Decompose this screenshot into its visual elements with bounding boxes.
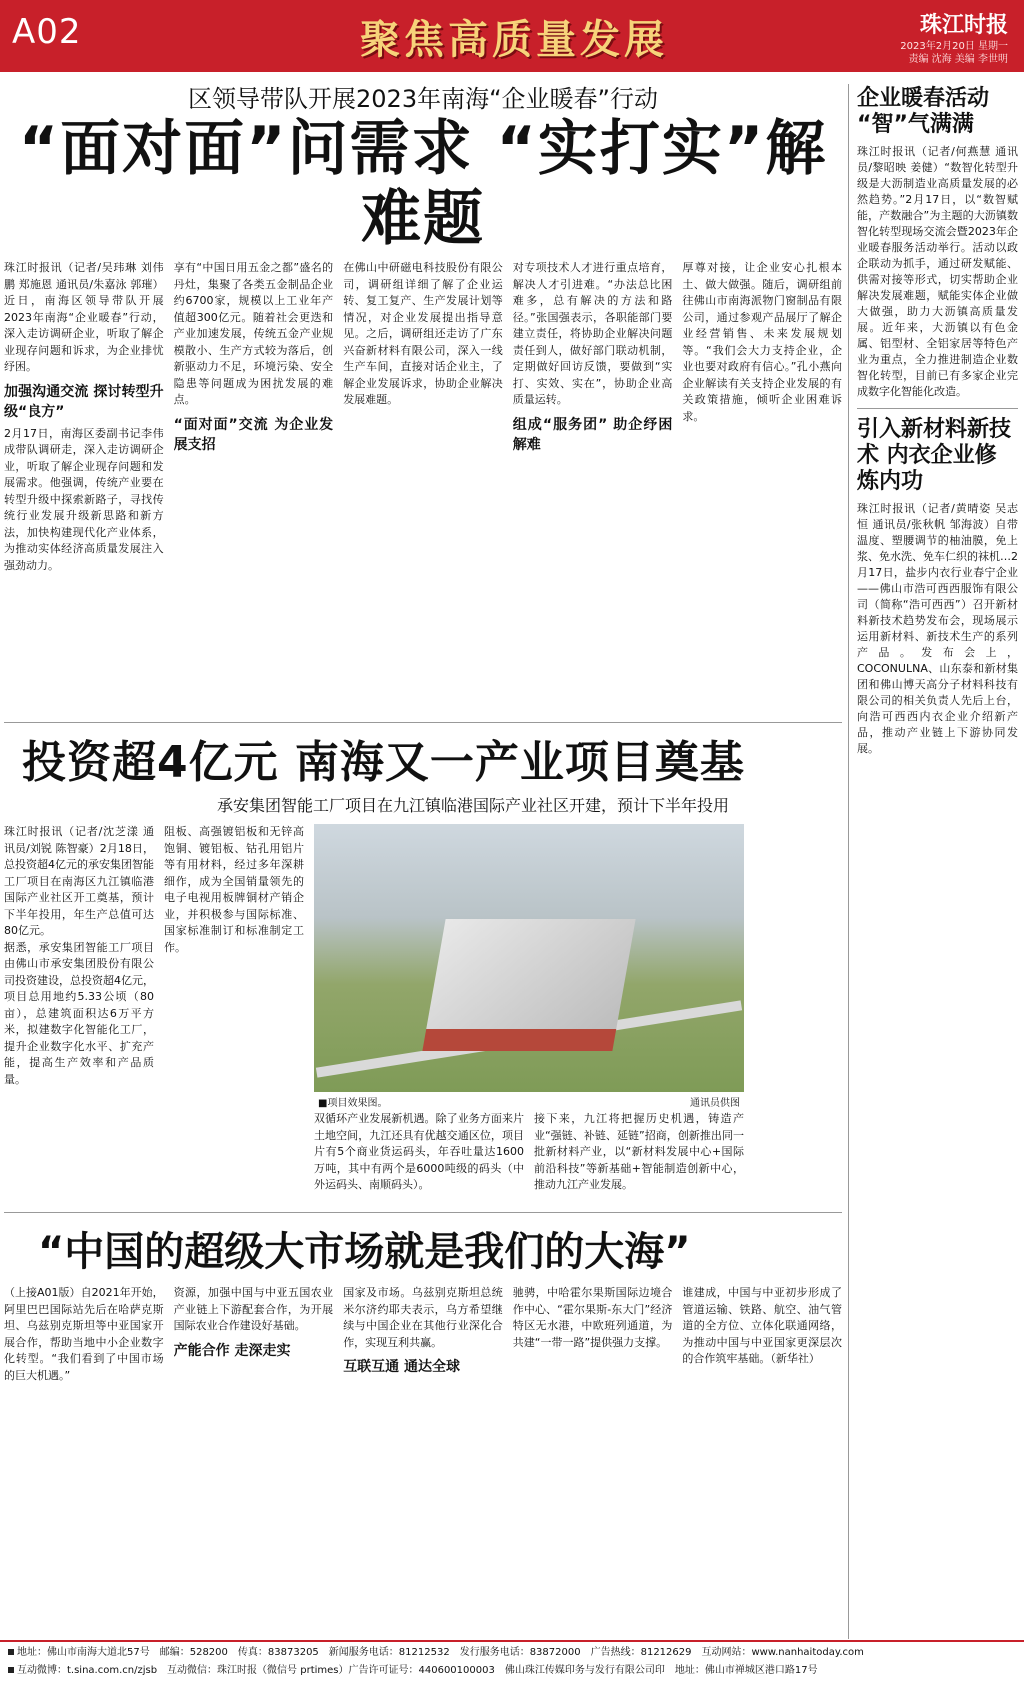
sidebar bbox=[848, 84, 1018, 1639]
article-1-col-2 bbox=[174, 260, 334, 722]
article-3-col-4 bbox=[513, 1285, 673, 1675]
paper-name: 珠江时报 bbox=[919, 13, 1008, 38]
article-3-subhead: 互联互通 通达全球 bbox=[343, 1359, 461, 1375]
project-rendering-image bbox=[314, 824, 744, 1092]
square-bullet-icon bbox=[8, 1667, 14, 1673]
article-1-kicker: 区领导带队开展2023年南海“企业暖春”行动 bbox=[188, 85, 658, 113]
article-2-deck: 承安集团智能工厂项目在九江镇临港国际产业社区开建，预计下半年投用 bbox=[216, 796, 729, 815]
photo-credit: 通讯员供图 bbox=[690, 1098, 740, 1109]
sidebar-1-body: 珠江时报讯（记者/何燕慧 通讯员/黎昭映 姜健）“数智化转型升级是大沥制造业高质量发展的必然趋势。”2月17日，以“数智赋能，产数融合”为主题的大沥镇数智化转型现场交流会暨2023年企业暖春服务活动举行。活动以政企联动为抓手，通过研发赋能、供需对接等形式，切实帮助企业解决发展难题，赋能实体企业做大做强，助力大沥镇高质量发展。近年来，大沥镇以有色金属、铝型材、全铝家居等特色产业为重点，全力推进制造企业数智化转型，目前已有多家企业完成数字化智能化改造。 bbox=[857, 145, 1018, 398]
article-2 bbox=[4, 722, 842, 1212]
photo-caption: ■项目效果图。 bbox=[318, 1098, 388, 1109]
article-1-subhead: 组成“服务团” 助企纾困解难 bbox=[512, 416, 673, 453]
article-2-headline: 投资超4亿元 南海又一产业项目奠基 bbox=[22, 737, 745, 788]
article-3-para: 谁建成，中国与中亚初步形成了管道运输、铁路、航空、油气管道的全方位、立体化联通网络，为推动中国与中亚国家更深层次的合作筑牢基础。（新华社） bbox=[682, 1286, 842, 1365]
footer-line-1 bbox=[8, 1644, 1016, 1662]
sidebar-1-title: 企业暖春活动 “智”气满满 bbox=[857, 86, 990, 137]
date-text: 2023年2月20日 星期一 bbox=[900, 41, 1008, 52]
square-bullet-icon bbox=[8, 1649, 14, 1655]
article-1-col-4 bbox=[513, 260, 673, 722]
article-1-para: 享有“中国日用五金之都”盛名的丹灶，集聚了各类五金制品企业约6700家，规模以上工业年产值超300亿元。随着社会更迭和产业加速发展，传统五金产业规模散小、生产方式较为落后，创新驱动力不足，环境污染、安全隐患等问题成为困扰发展的难点。 bbox=[173, 261, 334, 406]
article-3-columns bbox=[4, 1285, 842, 1675]
article-1-columns bbox=[4, 260, 842, 722]
article-3-subhead: 产能合作 走深走实 bbox=[173, 1342, 291, 1359]
article-3-col-2 bbox=[174, 1285, 334, 1675]
masthead bbox=[0, 0, 1024, 72]
photo-caption-row bbox=[314, 1092, 744, 1111]
main-content bbox=[4, 84, 842, 1675]
page-number: A02 bbox=[12, 12, 82, 52]
article-1-headline: “面对面”问需求 “实打实”解难题 bbox=[18, 114, 828, 254]
footer bbox=[0, 1640, 1024, 1681]
article-1-col-5 bbox=[682, 260, 842, 722]
editors-text: 责编 沈海 美编 李世明 bbox=[908, 54, 1008, 65]
article-1-para: 珠江时报讯（记者/吴玮琳 刘伟鹏 郑施恩 通讯员/朱嘉泳 郭璀）近日，南海区领导带队开展2023年南海“企业暖春”行动，深入走访调研企业，听取了解企业现存问题和诉求，为企业排忧纾困。 bbox=[4, 261, 164, 373]
section-title: 聚焦高质量发展 bbox=[360, 17, 668, 63]
article-3-para: 资源，加强中国与中亚五国农业产业链上下游配套合作，为开展国际农业合作建设好基础。 bbox=[173, 1286, 334, 1332]
factory-building-shape bbox=[422, 919, 635, 1051]
article-3-para: （上接A01版）自2021年开始，阿里巴巴国际站先后在哈萨克斯坦、乌兹别克斯坦等中亚国家开展合作，帮助当地中小企业数字化转型。“我们看到了中国市场的巨大机遇。” bbox=[4, 1286, 164, 1382]
footer-line-2 bbox=[8, 1662, 1016, 1680]
footer-line-2-text: 互动微博：t.sina.com.cn/zjsb 互动微信：珠江时报（微信号 prtimes）广告许可证号：440600100003 佛山珠江传媒印务与发行有限公司印 地址：佛山市禅城区港口路17号 bbox=[17, 1665, 818, 1676]
article-1-para: 厚尊对接，让企业安心扎根本土、做大做强。随后，调研组前往佛山市南海派物门窗制品有限公司，通过参观产品展厅了解企业经营销售、未来发展规划等。“我们会大力支持企业，企业也要对政府有信心。”孔小燕向企业解读有关支持企业发展的有关政策措施，倾听企业困难诉求。 bbox=[682, 261, 842, 423]
article-3-col-5 bbox=[682, 1285, 842, 1675]
article-3-para: 驰骋，中哈霍尔果斯国际边境合作中心、“霍尔果斯-东大门”经济特区无水港，中欧班列通道，为共建“一带一路”提供强力支撑。 bbox=[512, 1286, 673, 1349]
article-2-para: 珠江时报讯（记者/沈芝漾 通讯员/刘锐 陈智豪）2月18日，总投资超4亿元的承安集团智能工厂项目在南海区九江镇临港国际产业社区开工奠基，预计下半年投用，年生产总值可达80亿元。 bbox=[4, 825, 154, 937]
article-2-body bbox=[4, 824, 842, 1212]
article-3 bbox=[4, 1212, 842, 1675]
article-1-para: 2月17日，南海区委副书记李伟成带队调研走，深入走访调研企业，听取了解企业现存问题和发展需求。他强调，传统产业要在转型升级中探索新路子，寻找传统行业发展升级新思路和新方法，加快构建现代化产业体系，为推动实体经济高质量发展注入强劲动力。 bbox=[4, 426, 164, 572]
article-2-para: 双循环产业发展新机遇。除了业务方面来片土地空间，九江还具有优越交通区位，项目片有5个商业货运码头，年吞吐量达1600万吨，其中有两个是6000吨级的码头（中外运码头、南顺码头）。 bbox=[314, 1112, 524, 1191]
article-1-subhead: 加强沟通交流 探讨转型升级“良方” bbox=[4, 383, 164, 420]
article-2-photo-block bbox=[314, 824, 744, 1212]
article-2-col-2 bbox=[164, 824, 304, 1212]
article-2-under-photo bbox=[314, 1111, 744, 1194]
sidebar-2-body: 珠江时报讯（记者/黄晴姿 吴志恒 通讯员/张秋帆 邹海波）自带温度、塑腰调节的柚油膜，免上浆、免水洗、免车仁织的袜机…2月17日，盐步内衣行业春宁企业——佛山市浩可西西服饰有限公司（简称“浩可西西”）召开新材料新技术趋势发布会，现场展示运用新材料、新技术生产的系列产品。发布会上，COCONULNA、山东泰和新材集团和佛山博天高分子材料科技有限公司的相关负责人先后上台，向浩可西西内衣企业介绍新产品，推动产业链上下游协同发展。 bbox=[857, 502, 1018, 755]
article-2-para: 据悉，承安集团智能工厂项目由佛山市承安集团股份有限公司投资建设，总投资超4亿元，项目总用地约5.33公顷（80亩），总建筑面积达6万平方米，拟建数字化智能化工厂，提升企业数字化水平、扩充产能，提高生产效率和产品质量。 bbox=[4, 940, 154, 1086]
issue-date bbox=[900, 40, 1008, 66]
article-3-col-3 bbox=[343, 1285, 503, 1675]
article-1-subhead: “面对面”交流 为企业发展支招 bbox=[173, 416, 334, 453]
article-3-headline: “中国的超级大市场就是我们的大海” bbox=[38, 1229, 691, 1275]
article-1-para: 对专项技术人才进行重点培育，解决人才引进难。“办法总比困难多，总有解决的方法和路径。”张国强表示，各职能部门要建立责任，将协助企业解决问题责任到人，做好部门联动机制，定期做好回访反馈，要做到“实打、实效、实在”，协助企业高质量运转。 bbox=[512, 261, 673, 406]
article-1-col-3 bbox=[343, 260, 503, 722]
sidebar-2-title: 引入新材料新技术 内衣企业修炼内功 bbox=[857, 417, 1012, 494]
article-1-col-1 bbox=[4, 260, 164, 722]
article-2-para: 阻板、高强镀铝板和无锌高饱铜、镀铝板、钴孔用铝片等有用材料，经过多年深耕细作，成为全国销量领先的电子电视用板牌铜材产销企业，并积极参与国际标准、国家标准制订和标准制定工作。 bbox=[164, 825, 304, 954]
sidebar-divider bbox=[857, 408, 1018, 409]
article-2-col-1 bbox=[4, 824, 154, 1212]
article-1 bbox=[4, 84, 842, 722]
article-3-col-1 bbox=[4, 1285, 164, 1675]
article-2-para: 接下来，九江将把握历史机遇，铸造产业“强链、补链、延链”招商，创新推出同一批新材料产业，以“新材料发展中心+国际前沿科技”等新基础+智能制造创新中心，推动九江产业发展。 bbox=[534, 1112, 744, 1191]
article-3-para: 国家及市场。乌兹别克斯坦总统米尔济约耶夫表示，乌方希望继续与中国企业在其他行业深化合作，实现互利共赢。 bbox=[343, 1286, 503, 1349]
article-1-para: 在佛山中研磁电科技股份有限公司，调研组详细了解了企业运转、复工复产、生产发展计划等情况，对企业发展提出指导意见。之后，调研组还走访了广东兴奋新材料有限公司，深入一线生产车间，直接对话企业主，了解企业发展诉求，协助企业解决发展难题。 bbox=[343, 261, 503, 406]
footer-line-1-text: 地址：佛山市南海大道北57号 邮编：528200 传真：83873205 新闻服务电话：81212532 发行服务电话：83872000 广告热线：81212629 互动网站：www.nanhaitoday.com bbox=[17, 1647, 864, 1658]
